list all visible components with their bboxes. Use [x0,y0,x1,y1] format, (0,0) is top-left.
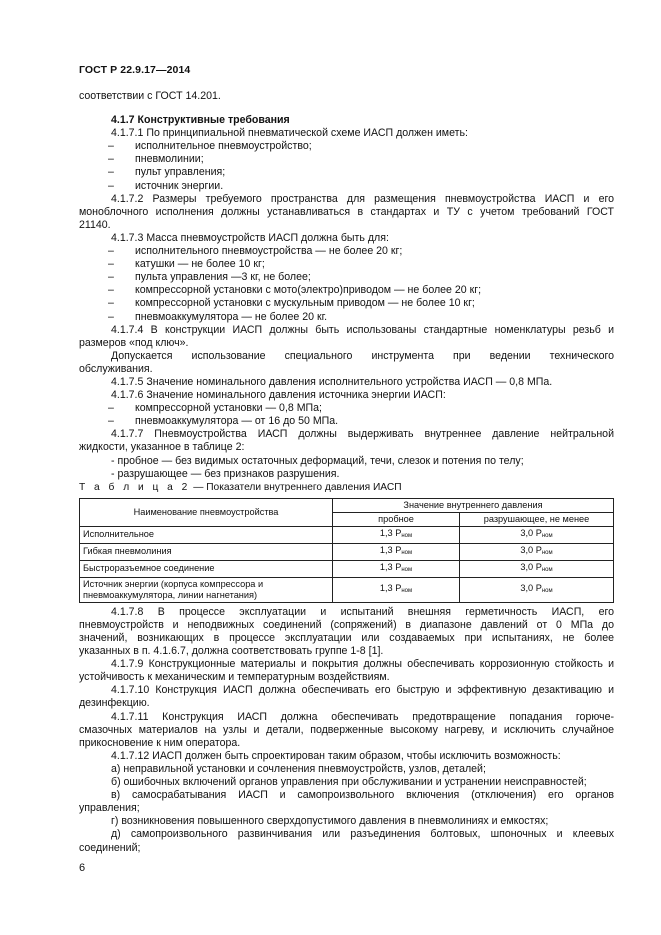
paragraph-cont: жидкости, указанное в таблице 2: [79,441,245,454]
list-item: – компрессорной установки с мото(электро)приводом — не более 20 кг; [108,284,482,297]
paragraph-cont: пневмоустройств и неподвижных соединений (сопряжений) в диапазоне давлений от 0 МПа до [79,618,614,631]
paragraph-cont: управления; [79,802,140,815]
table-cell: Исполнительное [80,526,333,543]
table-cell: 1,3 Pном [333,577,460,602]
dash-marker: – [108,415,114,428]
dash-marker: – [108,297,114,310]
dash-marker: – [108,245,114,258]
paragraph-cont: устойчивость к механическим и температурным воздействиям. [79,671,390,684]
dash-marker: – [108,166,114,179]
table-cell: 1,3 Pном [333,526,460,543]
table-caption-prefix: Т а б л и ц а 2 [79,481,191,493]
page-number: 6 [79,862,86,874]
table-cell: 1,3 Pном [333,543,460,560]
table-cell: Гибкая пневмолиния [80,543,333,560]
paragraph-cont: 21140. [79,218,111,231]
paragraph-cont: значений, возникающих в процессе эксплуатации или создаваемых при испытаниях, не более [79,632,614,644]
paragraph-cont: обслуживания. [79,362,153,375]
list-item: – катушки — не более 10 кг; [108,258,265,271]
list-item: б) ошибочных включений органов управления при обслуживании и устранении неисправностей; [111,776,587,789]
text-line: соответствии с ГОСТ 14.201. [79,90,221,102]
table-cell: 1,3 Pном [333,560,460,577]
paragraph-cont: смазочных материалов на узлы и детали, подверженные высокому нагреву, и исключить случайное [79,723,614,736]
paragraph-cont: размеров «под ключ». [79,336,189,349]
dash-marker: – [108,402,114,415]
standard-header: ГОСТ Р 22.9.17—2014 [79,64,191,76]
table-header-burst: разрушающее, не менее [460,512,614,526]
list-item: – компрессорной установки с мускульным приводом — не более 10 кг; [108,297,475,310]
dash-marker: – [108,271,114,284]
table-caption-text: — Показатели внутреннего давления ИАСП [193,481,402,493]
dash-marker: – [108,140,114,153]
paragraph: 4.1.7.10 Конструкция ИАСП должна обеспечивать его быструю и эффективную дезактивацию и [111,684,614,697]
paragraph-cont: соединений; [79,841,141,854]
paragraph-cont: моноблочного исполнения должны устанавливаться в стандартах и ТУ с учетом требований ГОСТ [79,205,614,218]
table-cell: 3,0 Pном [460,560,614,577]
list-item: – исполнительное пневмоустройство; [108,140,312,153]
list-item: г) возникновения повышенного сверхдопустимого давления в пневмолиниях и емкостях; [111,815,549,828]
paragraph: 4.1.7.11 Конструкция ИАСП должна обеспечивать предотвращение попадания горюче- [111,710,614,723]
list-item: – исполнительного пневмоустройства — не более 20 кг; [108,245,403,258]
paragraph: 4.1.7.8 В процессе эксплуатации и испытаний внешняя герметичность ИАСП, его [111,605,614,618]
list-item: – пульта управления —3 кг, не более; [108,271,311,284]
list-item: в) самосрабатывания ИАСП и самопроизвольного включения (отключения) его органов [111,789,614,802]
list-item: – пневмоаккумулятора — от 16 до 50 МПа. [108,415,339,428]
paragraph: 4.1.7.3 Масса пневмоустройств ИАСП должна быть для: [111,231,389,244]
dash-marker: – [108,153,114,166]
list-item: - разрушающее — без признаков разрушения. [111,467,340,480]
table-row [80,560,614,577]
dash-marker: – [108,258,114,271]
paragraph: 4.1.7.9 Конструкционные материалы и покрытия должны обеспечивать коррозионную стойкость и [111,658,614,671]
table-header-name: Наименование пневмоустройства [80,498,333,526]
table-header-test: пробное [333,512,460,526]
table-cell: 3,0 Pном [460,543,614,560]
table-cell: Источник энергии (корпуса компрессора и пневмоаккумулятора, линии нагнетания) [80,577,333,602]
paragraph-cont: указанных в п. 4.1.6.7, должна соответствовать группе 1-8 [1]. [79,645,384,658]
page-body [79,90,614,855]
list-item: – компрессорной установки — 0,8 МПа; [108,402,322,415]
table-row [80,526,614,543]
table-row [80,543,614,560]
list-item: – пневмоаккумулятора — не более 20 кг. [108,310,328,323]
dash-marker: – [108,179,114,192]
table-header-group: Значение внутреннего давления [333,498,614,512]
paragraph-cont: дезинфекцию. [79,697,150,710]
section-heading: 4.1.7 Конструктивные требования [111,114,290,127]
paragraph-cont: прикосновение к ним оператора. [79,736,241,749]
paragraph: 4.1.7.5 Значение номинального давления исполнительного устройства ИАСП — 0,8 МПа. [111,375,553,388]
paragraph: 4.1.7.1 По принципиальной пневматической схеме ИАСП должен иметь: [111,127,468,140]
list-item: а) неправильной установки и сочленения пневмоустройств, узлов, деталей; [111,762,486,775]
table-cell: 3,0 Pном [460,526,614,543]
paragraph: Допускается использование специального инструмента при ведении технического [111,349,614,362]
paragraph: 4.1.7.6 Значение номинального давления источника энергии ИАСП: [111,389,446,402]
dash-marker: – [108,284,114,297]
table-cell: Быстроразъемное соединение [80,560,333,577]
list-item: д) самопроизвольного развинчивания или разъединения болтовых, шпоночных и клеевых [111,828,614,841]
paragraph: 4.1.7.4 В конструкции ИАСП должны быть использованы стандартные номенклатуры резьб и [111,323,614,336]
list-item: - пробное — без видимых остаточных деформаций, течи, слезок и потения по телу; [111,454,524,467]
list-item: – источник энергии. [108,179,224,192]
list-item: – пневмолинии; [108,153,204,166]
paragraph: 4.1.7.12 ИАСП должен быть спроектирован таким образом, чтобы исключить возможность: [111,749,561,762]
list-item: – пульт управления; [108,166,226,179]
paragraph: 4.1.7.2 Размеры требуемого пространства для размещения пневмоустройства ИАСП и его [111,192,614,205]
table-caption [79,481,614,494]
paragraph: 4.1.7.7 Пневмоустройства ИАСП должны выдерживать внутреннее давление нейтральной [111,428,614,441]
table-cell: 3,0 Pном [460,577,614,602]
pressure-table [79,498,614,603]
dash-marker: – [108,310,114,323]
table-row [80,577,614,602]
